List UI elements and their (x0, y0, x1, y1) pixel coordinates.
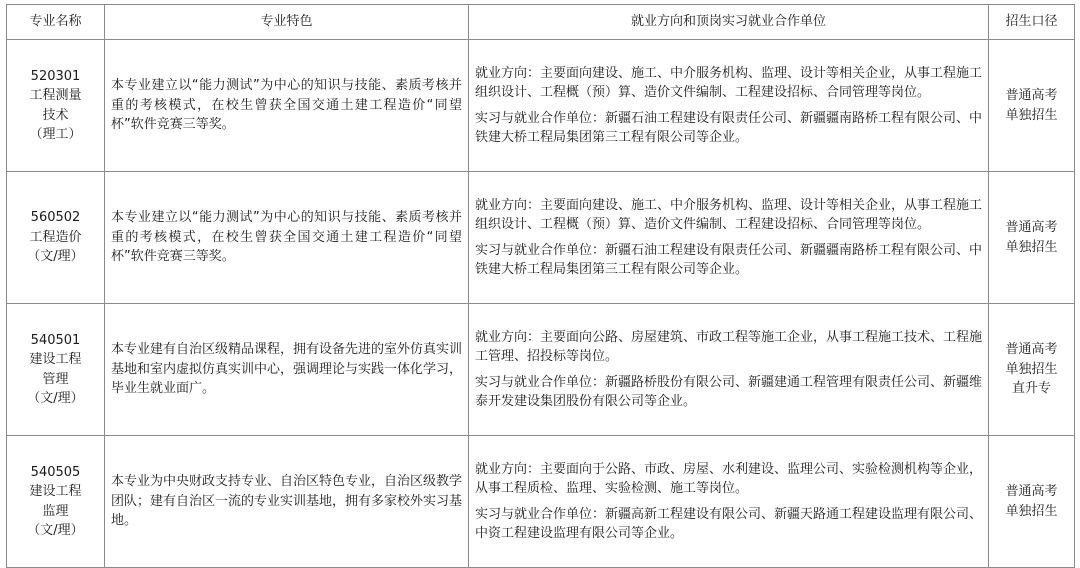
employment-direction-text: 就业方向：主要面向公路、房屋建筑、市政工程等施工企业，从事工程施工技术、工程施工管理、招投标等岗位。 (475, 329, 983, 364)
channel-line: 单独招生 (1005, 503, 1058, 519)
major-name-line: 工程测量 (29, 88, 82, 103)
major-feature-cell: 本专业建有自治区级精品课程，拥有设备先进的室外仿真实训基地和室内虚拟仿真实训中心，强调理论与实践一体化学习，毕业生就业面广。 (105, 304, 469, 436)
major-category: （文/理） (27, 523, 84, 538)
major-name-cell (7, 172, 105, 304)
major-code: 520301 (30, 68, 81, 84)
major-name-line: 管理 (42, 371, 69, 387)
major-feature-cell: 本专业为中央财政支持专业、自治区特色专业，自治区级教学团队；建有自治区一流的专业实训基地，拥有多家校外实习基地。 (105, 436, 469, 568)
table-row (7, 304, 1075, 436)
channel-line: 普通高考 (1005, 88, 1058, 103)
table-row (7, 172, 1075, 304)
employment-direction-text: 就业方向：主要面向建设、施工、中介服务机构、监理、设计等相关企业，从事工程施工组织设计、工程概（预）算、造价文件编制、工程建设招标、合同管理等岗位。 (475, 65, 983, 100)
column-header-employment: 就业方向和顶岗实习就业合作单位 (469, 5, 989, 40)
admission-channel-cell (989, 40, 1075, 172)
internship-units-text: 实习与就业合作单位：新疆石油工程建设有限责任公司、新疆疆南路桥工程有限公司、中铁建大桥工程局集团第三工程有限公司等企业。 (475, 242, 983, 277)
employment-cell (469, 172, 989, 304)
internship-units-text: 实习与就业合作单位：新疆路桥股份有限公司、新疆建通工程管理有限责任公司、新疆维泰开发建设集团股份有限公司等企业。 (475, 374, 983, 409)
major-name-cell (7, 436, 105, 568)
column-header-major-feature: 专业特色 (105, 5, 469, 40)
major-name-line: 技术 (42, 107, 69, 123)
major-name-line: 监理 (42, 503, 69, 519)
admission-channel-cell (989, 304, 1075, 436)
major-name-line: 建设工程 (29, 352, 82, 367)
channel-line: 普通高考 (1005, 220, 1058, 235)
channel-line: 单独招生 (1005, 361, 1058, 377)
major-code: 560502 (30, 210, 81, 226)
major-code: 540501 (30, 332, 81, 348)
column-header-major-name: 专业名称 (7, 5, 105, 40)
channel-line: 普通高考 (1005, 484, 1058, 499)
channel-line: 单独招生 (1005, 107, 1058, 123)
major-feature-cell: 本专业建立以“能力测试”为中心的知识与技能、素质考核并重的考核模式，在校生曾获全国交通土建工程造价“同望杯”软件竞赛三等奖。 (105, 40, 469, 172)
majors-table (6, 4, 1075, 568)
major-name-line: 工程造价 (29, 229, 82, 245)
major-category: （理工） (29, 127, 82, 142)
internship-units-text: 实习与就业合作单位：新疆高新工程建设有限公司、新疆天路通工程建设监理有限公司、中资工程建设监理有限公司等企业。 (475, 506, 983, 541)
major-name-cell (7, 304, 105, 436)
major-category: （文/理） (27, 391, 84, 406)
channel-line: 单独招生 (1005, 239, 1058, 255)
major-feature-cell: 本专业建立以“能力测试”为中心的知识与技能、素质考核并重的考核模式，在校生曾获全国交通土建工程造价“同望杯”软件竞赛三等奖。 (105, 172, 469, 304)
table-header (7, 5, 1075, 40)
table-row (7, 40, 1075, 172)
major-name-line: 建设工程 (29, 484, 82, 499)
channel-line: 直升专 (1011, 381, 1051, 397)
table-row (7, 436, 1075, 568)
table-header-row (7, 5, 1075, 40)
major-category: （文/理） (27, 249, 84, 265)
column-header-admission-channel: 招生口径 (989, 5, 1075, 40)
channel-line: 普通高考 (1005, 342, 1058, 358)
employment-direction-text: 就业方向：主要面向于公路、市政、房屋、水利建设、监理公司、实验检测机构等企业，从事工程质检、监理、实验检测、施工等岗位。 (475, 461, 983, 496)
employment-cell (469, 304, 989, 436)
employment-cell (469, 436, 989, 568)
major-code: 540505 (30, 464, 81, 480)
table-body (7, 40, 1075, 568)
admission-channel-cell (989, 172, 1075, 304)
employment-cell (469, 40, 989, 172)
employment-direction-text: 就业方向：主要面向建设、施工、中介服务机构、监理、设计等相关企业，从事工程施工组织设计、工程概（预）算、造价文件编制、工程建设招标、合同管理等岗位。 (475, 197, 983, 232)
major-name-cell (7, 40, 105, 172)
admission-channel-cell (989, 436, 1075, 568)
internship-units-text: 实习与就业合作单位：新疆石油工程建设有限责任公司、新疆疆南路桥工程有限公司、中铁建大桥工程局集团第三工程有限公司等企业。 (475, 110, 983, 145)
